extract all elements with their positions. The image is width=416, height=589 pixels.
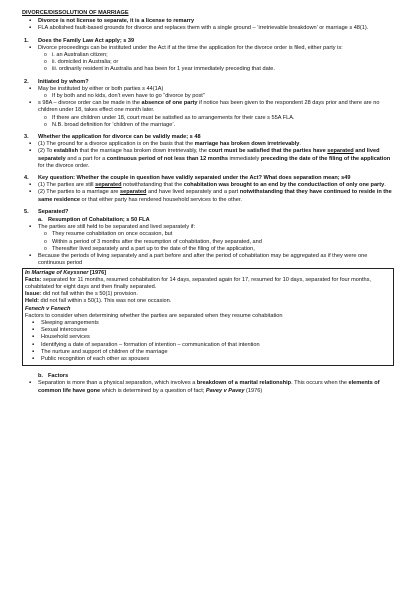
list-item [22, 189, 394, 203]
text-run: absence of one party [141, 100, 198, 107]
list-item [22, 182, 394, 189]
text-run: notwithstanding that they have continued to reside in the same residence [38, 189, 392, 203]
text-run: (1) The parties are still [38, 182, 96, 189]
text-run: The parties are still held to be separated and lived separately if: [38, 224, 196, 231]
text-run: Within a period of 3 months after the resumption of cohabitation, they separated, and [52, 238, 262, 245]
list-item [22, 246, 394, 253]
list-item [22, 380, 394, 394]
list-item [25, 342, 391, 349]
text-run: Thereafter lived separately and a part up to the date of the filing of the application, [52, 245, 255, 252]
section-heading-text: Whether the application for divorce can be validly made; s 48 [38, 134, 201, 141]
list-item [22, 93, 394, 100]
text-run: marriage has broken down irretrievably [194, 141, 300, 148]
text-run: Sleeping arrangements [41, 319, 99, 326]
keyssner-title [25, 270, 391, 277]
text-run: (2) To [38, 148, 54, 155]
list-item [22, 100, 394, 114]
section-number: 4. [24, 175, 29, 182]
factors-list [22, 380, 394, 394]
list-item [22, 66, 394, 73]
section-heading [22, 134, 394, 141]
text-run: iii. ordinarily resident in Australia and has been for 1 year immediately preceding that date. [52, 66, 275, 73]
text-run: which is determined by a question of fact; [100, 387, 206, 394]
text-run: preceding the date of the filing of the application [260, 155, 391, 162]
text-run: cohabitation was brought to an end by the conduct/action of only one party [183, 182, 385, 189]
section-heading-text: Separated? [38, 208, 69, 215]
text-run: and a part for a [65, 155, 107, 162]
text-run: Pavey v Pavey [205, 387, 245, 394]
text-run: if notice has been given to the respondent 28 days prior and there are no children under 18, takes effect one month later. [38, 100, 380, 114]
text-run: They resume cohabitation on once occasion, but [52, 231, 173, 238]
text-run: (2) The parties to a marriage are [38, 189, 120, 196]
list-item [22, 86, 394, 93]
section-number: 2. [24, 78, 29, 85]
text-run: May be instituted by either or both parties s 44(1A) [38, 85, 164, 92]
keyssner-facts [25, 277, 391, 291]
section-heading [22, 175, 394, 182]
text-run: establish [53, 148, 79, 155]
text-run: notwithstanding that the [121, 182, 184, 189]
text-run: ii. domiciled in Australia; or [52, 59, 119, 66]
text-run: immediately [227, 155, 261, 162]
text-run: and have lived separately and a part [146, 189, 240, 196]
text-run: separated [327, 148, 354, 155]
text-run: . This occurs when the [291, 380, 349, 387]
section-list [22, 141, 394, 170]
text-run: court must be satisfied that the parties have [208, 148, 328, 155]
section-list [22, 224, 394, 267]
section-heading [22, 79, 394, 86]
text-run: that the marriage has broken down irretrievably, the [78, 148, 209, 155]
list-item [22, 231, 394, 238]
text-run: Because the periods of living separately and a part before and after the period of cohabitation may be aggregated as if they were one continuous period [38, 253, 368, 267]
text-run: elements of common life have gone [38, 380, 380, 394]
section-number: 1. [24, 37, 29, 44]
list-item [25, 334, 391, 341]
case-year-keyssner: [1976] [88, 269, 107, 276]
subsection-heading-text: Resumption of Cohabitation; s 50 FLA [48, 217, 150, 224]
text-run: and lived separately [38, 148, 380, 162]
list-item [25, 356, 391, 363]
text-run: separated [119, 189, 147, 196]
list-item [22, 141, 394, 148]
text-run: (1) The ground for a divorce application is on the basis that the [38, 141, 195, 148]
list-item [25, 320, 391, 327]
text-run: If by both and no kids, don’t even have to go “divorce by post” [52, 93, 205, 100]
case-name-keyssner: In Marriage of Keyssner [25, 269, 89, 276]
text-run: continuous period of not less than 12 months [106, 155, 228, 162]
section-heading-text: Key question: Whether the couple in question have validly separated under the Act? What does separation mean; s49 [38, 175, 351, 182]
text-run: Divorce proceedings can be instituted under the Act if at the time the application for the divorce order is filed, either party is: [38, 44, 343, 51]
text-run: . [299, 141, 301, 148]
list-item [25, 349, 391, 356]
issue-text: did not fall within the s 50(1) provision. [41, 291, 138, 298]
section-list [22, 45, 394, 74]
keyssner-held [25, 298, 391, 305]
text-run: Separation is more than a physical separation, which involves a [38, 380, 197, 387]
text-run: or that either party has rendered household services to the other. [79, 196, 242, 203]
text-run: Sexual intercourse [41, 327, 88, 334]
list-item [22, 253, 394, 267]
list-item [22, 45, 394, 52]
text-run: Household services [41, 334, 90, 341]
list-item [22, 59, 394, 66]
text-run: Public recognition of each other as spouses [41, 355, 150, 362]
section-heading [22, 38, 394, 45]
subsection-number: a. [38, 217, 43, 224]
section-heading-text: Does the Family Law Act apply; s 39 [38, 37, 135, 44]
text-run: (1976) [244, 387, 263, 394]
factors-heading [22, 373, 394, 380]
held-text: did not fall within s 50(1). This was not one occasion. [38, 298, 172, 305]
intro-list [22, 18, 394, 32]
factors-heading-text: Factors [48, 373, 69, 380]
text-run: The nurture and support of children of the marriage [41, 348, 168, 355]
list-item [22, 122, 394, 129]
section-list [22, 182, 394, 204]
list-item [22, 148, 394, 170]
fenech-factors-list [25, 320, 391, 363]
text-run: N.B. broad definition for ‘children of the marriage’. [52, 121, 176, 128]
section-number: 5. [24, 208, 29, 215]
text-run: separated [95, 182, 122, 189]
fenech-intro: Factors to consider when determining whether the parties are separated when they resume cohabitation [25, 312, 283, 319]
case-name-fenech: Fenech v Fenech [25, 305, 71, 312]
text-run: FLA abolished fault-based grounds for divorce and replaces them with a single ground – ‘irretrievable breakdown’ or marriage s 48(1). [38, 25, 369, 32]
section-heading [22, 209, 394, 216]
list-item [22, 239, 394, 246]
factors-num: b. [38, 373, 43, 380]
held-label: Held: [25, 298, 39, 305]
text-run: for the divorce order. [38, 162, 90, 169]
text-run: breakdown of a marital relationship [196, 380, 292, 387]
text-run: Identifying a date of separation – formation of intention – communication of that intention [41, 341, 260, 348]
list-item [25, 327, 391, 334]
sections [22, 38, 394, 268]
text-run: s 98A – divorce order can be made in the [38, 100, 142, 107]
case-box [22, 268, 394, 367]
section-heading-text: Initiated by whom? [38, 78, 89, 85]
subsection-heading [22, 217, 394, 224]
section-list [22, 86, 394, 129]
text-run: . [384, 182, 386, 189]
facts-text: separated for 11 months, resumed cohabitation for 14 days, separated again for 17, resumed for 10 days, separated for four months, cohabitated for eight days and then finally separated. [25, 276, 371, 290]
list-item [22, 18, 394, 25]
list-item [22, 25, 394, 32]
section-number: 3. [24, 134, 29, 141]
text-run: If there are children under 18, court must be satisfied as to arrangements for their care s 55A FLA. [52, 114, 295, 121]
keyssner-issue [25, 291, 391, 298]
text-run: Divorce is not license to separate, it is a license to remarry [38, 18, 195, 25]
facts-label: Facts: [25, 276, 42, 283]
text-run: i. an Australian citizen; [52, 52, 108, 59]
page-title: DIVORCE/DISSOLUTION OF MARRIAGE [22, 10, 129, 16]
issue-label: Issue: [25, 291, 42, 298]
list-item [22, 224, 394, 231]
list-item [22, 52, 394, 59]
list-item [22, 115, 394, 122]
